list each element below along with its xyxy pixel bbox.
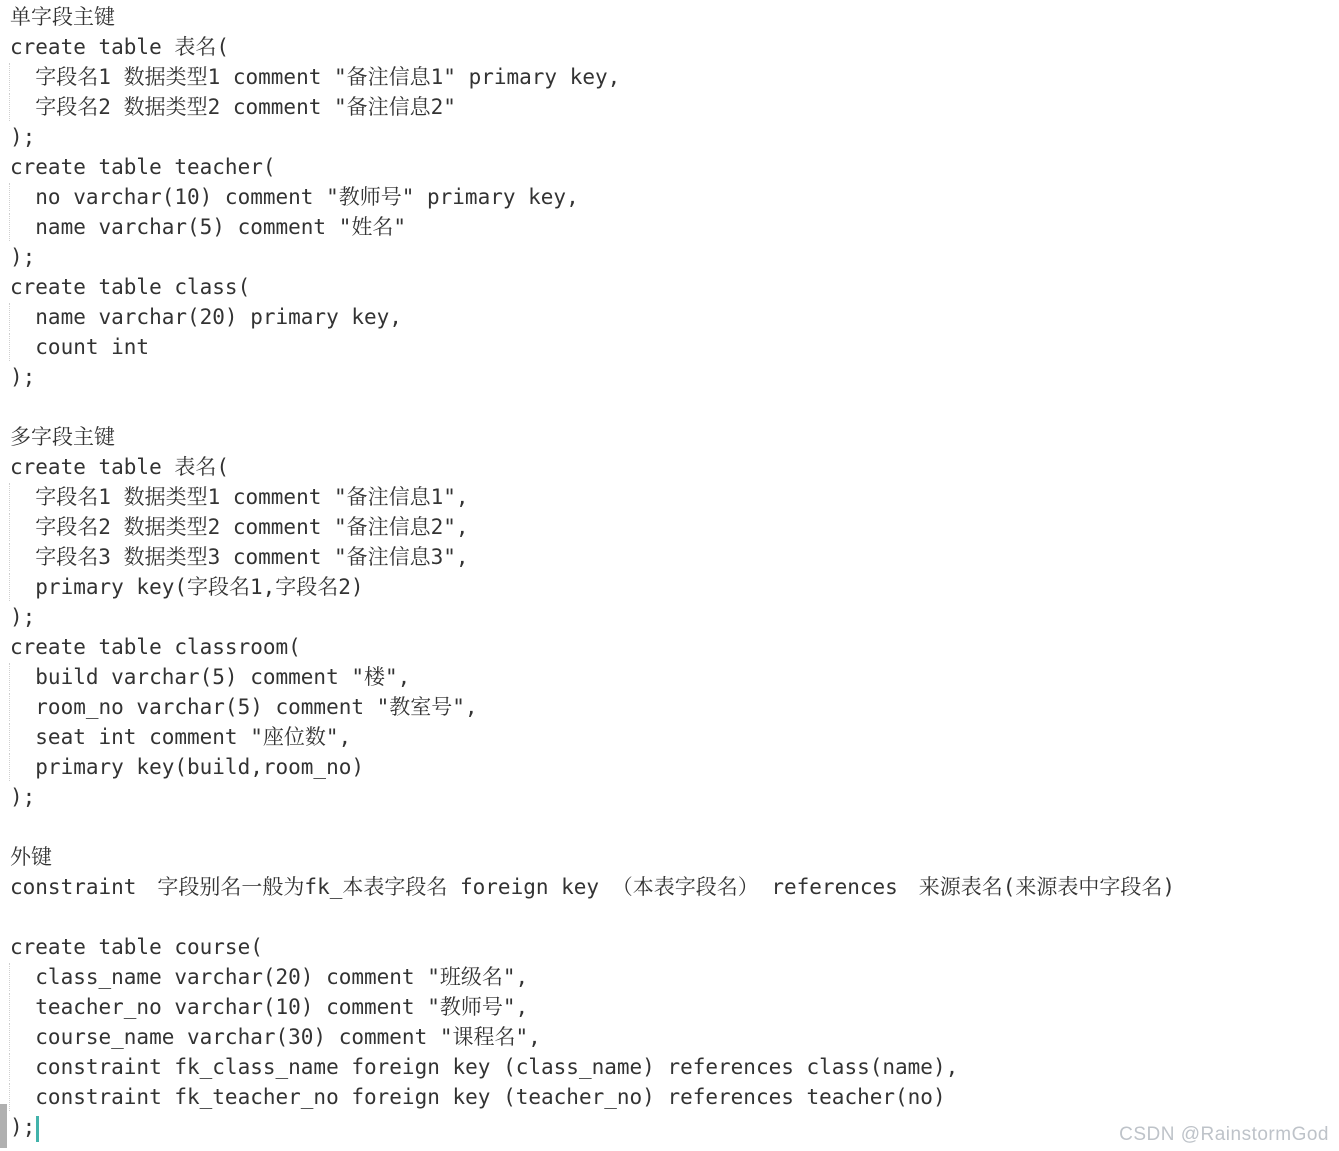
code-line[interactable] <box>0 512 1339 542</box>
code-line-text: course_name varchar(30) comment "课程名", <box>10 1025 541 1049</box>
code-line[interactable] <box>0 422 1339 452</box>
code-line-text: 单字段主键 <box>10 5 115 29</box>
code-line[interactable] <box>0 32 1339 62</box>
code-line-text: 字段名2 数据类型2 comment "备注信息2" <box>10 95 456 119</box>
code-line-text: ); <box>10 125 36 149</box>
code-line[interactable] <box>0 212 1339 242</box>
code-line-text: build varchar(5) comment "楼", <box>10 665 411 689</box>
code-line[interactable] <box>0 1022 1339 1052</box>
code-line-text: 字段名3 数据类型3 comment "备注信息3", <box>10 545 469 569</box>
code-line-text: no varchar(10) comment "教师号" primary key, <box>10 185 579 209</box>
code-line-text: 外键 <box>10 845 52 869</box>
code-line[interactable] <box>0 932 1339 962</box>
code-line-text: ); <box>10 785 36 809</box>
code-line[interactable] <box>0 722 1339 752</box>
code-line-text: teacher_no varchar(10) comment "教师号", <box>10 995 529 1019</box>
left-edge-marker <box>0 1104 7 1148</box>
code-editor[interactable] <box>0 2 1339 1142</box>
code-line-text: constraint 字段别名一般为fk_本表字段名 foreign key （本表字段名） references 来源表名(来源表中字段名) <box>10 875 1176 899</box>
code-line-text: room_no varchar(5) comment "教室号", <box>10 695 478 719</box>
code-line[interactable] <box>0 242 1339 272</box>
code-line-text: count int <box>10 335 150 359</box>
code-line-text: class_name varchar(20) comment "班级名", <box>10 965 529 989</box>
code-line[interactable] <box>0 812 1339 842</box>
code-line-text: 字段名1 数据类型1 comment "备注信息1", <box>10 485 469 509</box>
code-line[interactable] <box>0 92 1339 122</box>
code-line[interactable] <box>0 1052 1339 1082</box>
code-line-text: seat int comment "座位数", <box>10 725 352 749</box>
code-line[interactable] <box>0 152 1339 182</box>
code-line-text: create table 表名( <box>10 455 230 479</box>
code-line[interactable] <box>0 992 1339 1022</box>
csdn-watermark: CSDN @RainstormGod <box>1119 1124 1329 1145</box>
code-line[interactable] <box>0 302 1339 332</box>
code-line[interactable] <box>0 782 1339 812</box>
code-line[interactable] <box>0 2 1339 32</box>
code-line[interactable] <box>0 452 1339 482</box>
code-line-text: ); <box>10 1115 36 1139</box>
code-line[interactable] <box>0 692 1339 722</box>
code-line-text: ); <box>10 245 36 269</box>
code-line[interactable] <box>0 542 1339 572</box>
text-cursor <box>36 1116 39 1142</box>
code-line-text: 字段名1 数据类型1 comment "备注信息1" primary key, <box>10 65 621 89</box>
code-line-text: primary key(build,room_no) <box>10 755 365 779</box>
code-line-text: constraint fk_class_name foreign key (class_name) references class(name), <box>10 1055 959 1079</box>
code-line[interactable] <box>0 602 1339 632</box>
code-line[interactable] <box>0 122 1339 152</box>
code-line-text: ); <box>10 605 36 629</box>
code-line-text: create table class( <box>10 275 251 299</box>
code-line[interactable] <box>0 572 1339 602</box>
code-line[interactable] <box>0 962 1339 992</box>
code-line[interactable] <box>0 182 1339 212</box>
code-line-text: constraint fk_teacher_no foreign key (teacher_no) references teacher(no) <box>10 1085 946 1109</box>
code-line-text: name varchar(20) primary key, <box>10 305 402 329</box>
code-line-text: name varchar(5) comment "姓名" <box>10 215 407 239</box>
code-line[interactable] <box>0 272 1339 302</box>
code-line[interactable] <box>0 662 1339 692</box>
code-line[interactable] <box>0 752 1339 782</box>
code-line[interactable] <box>0 902 1339 932</box>
code-line[interactable] <box>0 842 1339 872</box>
code-line-text: create table 表名( <box>10 35 230 59</box>
code-line[interactable] <box>0 872 1339 902</box>
code-line-text: 多字段主键 <box>10 425 115 449</box>
code-line-text: primary key(字段名1,字段名2) <box>10 575 364 599</box>
code-line[interactable] <box>0 632 1339 662</box>
code-line-text: ); <box>10 365 36 389</box>
code-line-text: create table course( <box>10 935 263 959</box>
code-line[interactable] <box>0 62 1339 92</box>
code-line[interactable] <box>0 332 1339 362</box>
code-line-text: create table classroom( <box>10 635 301 659</box>
code-line-text: 字段名2 数据类型2 comment "备注信息2", <box>10 515 469 539</box>
code-line[interactable] <box>0 392 1339 422</box>
code-line-text: create table teacher( <box>10 155 276 179</box>
code-line[interactable] <box>0 482 1339 512</box>
code-line[interactable] <box>0 1082 1339 1112</box>
code-line[interactable] <box>0 362 1339 392</box>
